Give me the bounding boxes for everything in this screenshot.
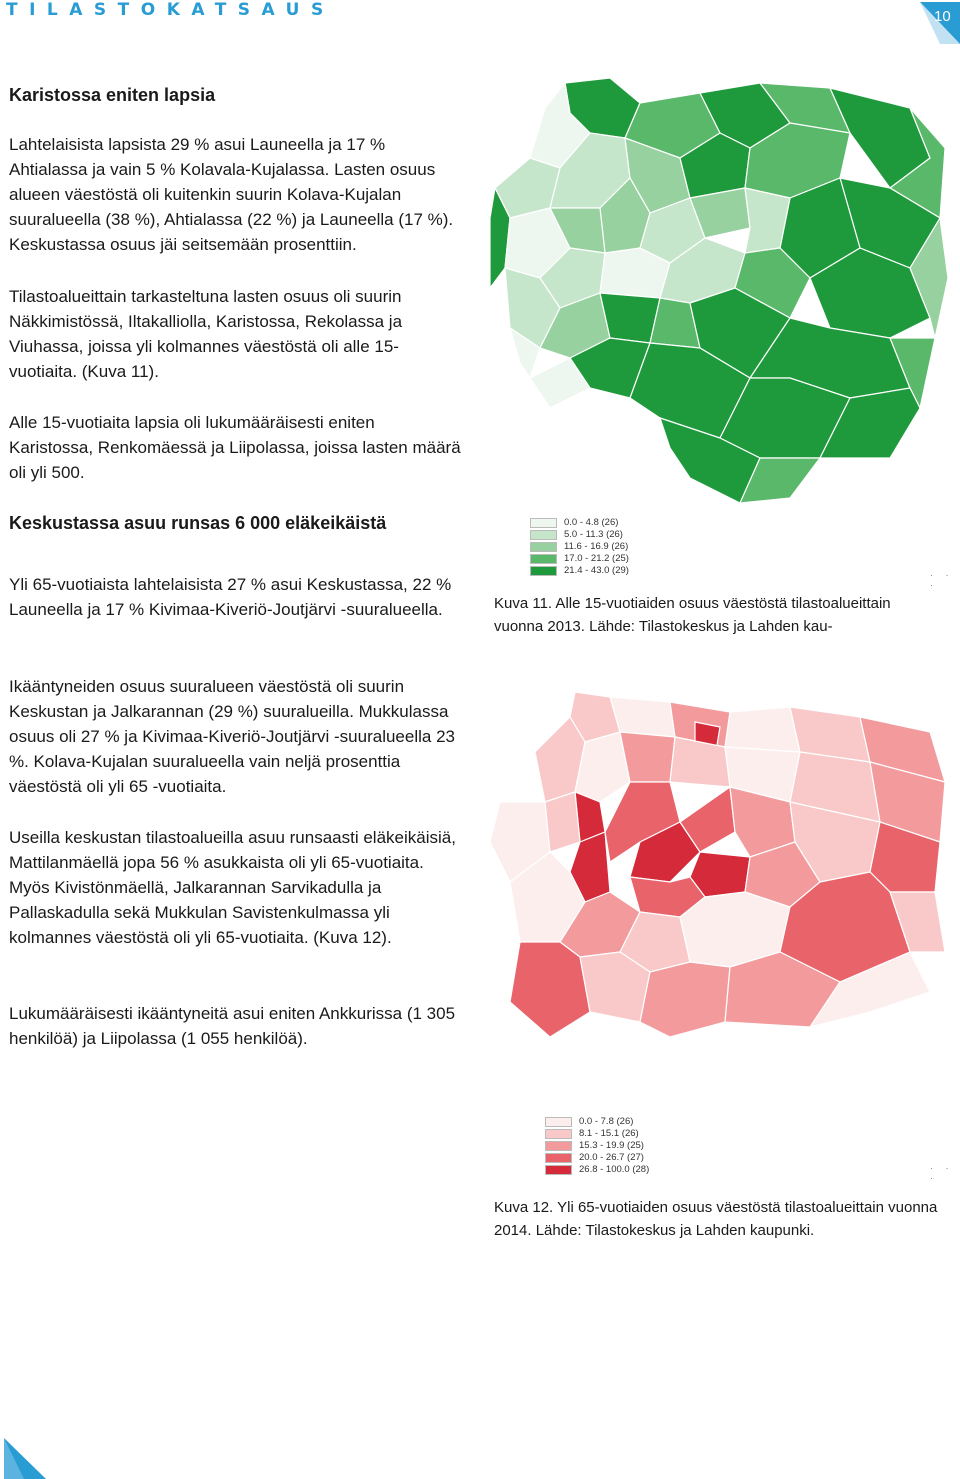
legend-label: 20.0 - 26.7 (27) [579, 1152, 644, 1163]
section-heading-children [9, 83, 461, 108]
map-elderly-share [490, 692, 950, 1047]
bottom-corner-decoration [4, 1438, 46, 1479]
legend-swatch [545, 1117, 572, 1127]
legend-label: 11.6 - 16.9 (26) [564, 541, 629, 552]
map-children-share [490, 78, 950, 508]
paragraph-elderly-districts: Useilla keskustan tilastoalueilla asuu runsaasti eläkeikäisiä, Mattilanmäellä jopa 56 % asukkaista oli yli 65-vuotiaita. Myös Kivistönmäellä, Jalkarannan Sarvikadulla ja Pallaskadulla sekä Mukkulan Savistenkulmassa yli kolmannes väestöstä oli yli 65-vuotiaita. (Kuva 12). [9, 828, 456, 947]
caption-figure-11: Kuva 11. Alle 15-vuotiaiden osuus väestöstä tilastoalueittain vuonna 2013. Lähde: Tilastokeskus ja Lahden kau- [494, 595, 891, 635]
legend-swatch [545, 1153, 572, 1163]
legend-swatch [530, 530, 557, 540]
heading-karistossa: Karistossa eniten lapsia [9, 85, 216, 105]
legend-swatch [545, 1141, 572, 1151]
legend-label: 8.1 - 15.1 (26) [579, 1128, 639, 1139]
legend-label: 21.4 - 43.0 (29) [564, 565, 629, 576]
legend-label: 17.0 - 21.2 (25) [564, 553, 629, 564]
legend-label: 26.8 - 100.0 (28) [579, 1164, 650, 1175]
legend-label: 0.0 - 4.8 (26) [564, 517, 619, 528]
paragraph-children-areas: Tilastoalueittain tarkasteltuna lasten osuus oli suurin Näkkimistössä, Iltakalliolla, Karistossa, Rekolassa ja Viuhassa, joissa yli kolmannes väestöstä oli alle 15-vuotiaita. (Kuva 11). [9, 287, 403, 381]
legend-swatch [545, 1129, 572, 1139]
legend-swatch [530, 566, 557, 576]
caption-figure-12: Kuva 12. Yli 65-vuotiaiden osuus väestöstä tilastoalueittain vuonna 2014. Lähde: Tilastokeskus ja Lahden kaupunki. [494, 1199, 938, 1239]
header-title: TILASTOKATSAUS [6, 0, 335, 20]
paragraph-elderly-counts: Lukumääräisesti ikääntyneitä asui eniten Ankkurissa (1 305 henkilöä) ja Liipolassa (1 055 henkilöä). [9, 1004, 456, 1048]
paragraph-children-counts: Alle 15-vuotiaita lapsia oli lukumääräisesti eniten Karistossa, Renkomäessä ja Liipolassa, joissa lasten määrä oli yli 500. [9, 413, 461, 482]
legend-label: 0.0 - 7.8 (26) [579, 1116, 634, 1127]
legend-label: 5.0 - 11.3 (26) [564, 529, 623, 540]
legend-swatch [530, 554, 557, 564]
paragraph-children-share: Lahtelaisista lapsista 29 % asui Launeella ja 17 % Ahtialassa ja vain 5 % Kolavala-Kujalassa. Lasten osuus alueen väestöstä oli kuitenkin suurin Kolava-Kujalan suuralueella (38 %), Ahtialassa (22 %) ja Launeella (17 %). Keskustassa osuus jäi seitsemään prosenttiin. [9, 135, 454, 254]
legend-swatch [545, 1165, 572, 1175]
paragraph-elderly-regions: Ikääntyneiden osuus suuralueen väestöstä oli suurin Keskustan ja Jalkarannan (29 %) suuralueilla. Mukkulassa osuus oli 27 % ja Kivimaa-Kiveriö-Joutjärvi -suuralueella 23 %. Kolava-Kujalan suuralueella vain neljä prosenttia väestöstä oli yli 65 -vuotiaita. [9, 677, 455, 796]
heading-keskusta-elderly: Keskustassa asuu runsas 6 000 eläkeikäistä [9, 513, 387, 533]
decorative-dots: · · · [930, 1163, 954, 1183]
legend-swatch [530, 518, 557, 528]
paragraph-elderly-share: Yli 65-vuotiaista lahtelaisista 27 % asui Keskustassa, 22 % Launeella ja 17 % Kivimaa-Kiveriö-Joutjärvi -suuralueella. [9, 575, 452, 619]
page-number: 10 [934, 8, 951, 25]
legend-label: 15.3 - 19.9 (25) [579, 1140, 644, 1151]
decorative-dots: · · · [930, 570, 954, 590]
legend-swatch [530, 542, 557, 552]
